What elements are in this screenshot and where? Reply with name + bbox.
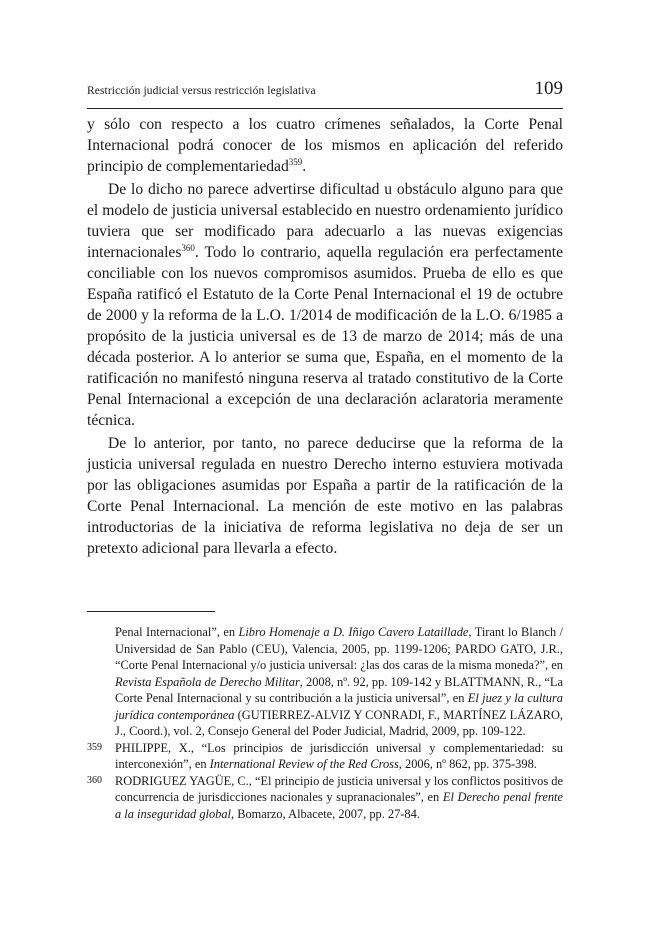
footnote-text: , Bomarzo, Albacete, 2007, pp. 27-84. [231,806,420,821]
paragraph-1 [87,114,563,177]
footnote-359-text [115,740,563,773]
footnote-text: RODRIGUEZ YAGÜE, C., “El principio de justicia universal y los conflictos positivos de concurrencia de jurisdicciones nacionales y supranacionales”, en [115,773,563,804]
paragraph-1-end: . [302,158,307,175]
footnotes [87,624,563,822]
running-header [87,78,563,109]
footnote-continuation [87,624,563,740]
footnote-number: 359 [87,741,102,753]
footnote-360 [87,773,563,823]
paragraph-3: De lo anterior, por tanto, no parece deducirse que la reforma de la justicia universal regulada en nuestro Derecho interno estuviera motivada por las obligaciones asumidas por España a partir de la ratificación de la Corte Penal Internacional. La mención de este motivo en las palabras introductorias de la iniciativa de reforma legislativa no deja de ser un pretexto adicional para llevarla a efecto. [87,435,563,557]
paragraph-2-text-b: . Todo lo contrario, aquella regulación era perfectamente conciliable con los nuevos compromisos asumidos. Prueba de ello es que España ratificó el Estatuto de la Corte Penal Internacional el 19 de octubre de 2000 y la reforma de la L.O. 1/2014 de modificación de la L.O. 6/1985 a propósito de la justicia universal es de 13 de marzo de 2014; más de una década posterior. A lo anterior se suma que, España, en el momento de la ratificación no manifestó ninguna reserva al tratado constitutivo de la Corte Penal Internacional a excepción de una declaración aclaratoria meramente técnica. [87,244,563,429]
footnote-text: (GUTIERREZ-ALVIZ Y CONRADI, F., MARTÍNEZ LÁZARO, J., Coord.), vol. 2, Consejo General del Poder Judicial, Madrid, 2009, pp. 109-122. [115,707,563,738]
footnote-ref-359[interactable]: 359 [288,157,303,167]
footnote-separator [87,611,215,612]
footnote-ref-360[interactable]: 360 [181,243,195,253]
page-number: 109 [534,78,563,99]
footnote-number: 360 [87,774,102,786]
footnote-360-text [115,773,563,823]
footnote-italic-title: El Derecho penal frente a la inseguridad global [115,790,563,821]
footnote-continuation-text [87,624,563,740]
footnote-italic-title: International Review of the Red Cross [209,757,399,771]
body-text [87,114,563,559]
footnote-italic-title: Revista Española de Derecho Militar [115,674,300,689]
paragraph-1-text: y sólo con respecto a los cuatro crímenes señalados, la Corte Penal Internacional podrá conocer de los mismos en aplicación del referido principio de complementariedad [87,116,563,175]
footnote-italic-title: El juez y la cultura jurídica contemporánea [115,691,564,722]
footnote-text: Penal Internacional”, en [115,625,239,639]
paragraph-2-text-a: De lo dicho no parece advertirse dificultad u obstáculo alguno para que el modelo de justicia universal establecido en nuestro ordenamiento jurídico tuviera que ser modificado para adecuarlo a las nuevas exigencias internacionales [87,181,563,261]
footnote-text: , 2006, nº 862, pp. 375-398. [398,757,537,771]
paragraph-2 [87,179,563,431]
footnote-text: PHILIPPE, X., “Los principios de jurisdicción universal y complementariedad: su interconexión”, en [115,740,563,771]
footnote-359 [87,740,563,773]
footnote-text: , Tirant lo Blanch / Universidad de San Pablo (CEU), Valencia, 2005, pp. 1199-1206; PARDO GATO, J.R., “Corte Penal Internacional y/o justicia universal: ¿las dos caras de la misma moneda?”, en [115,625,564,672]
footnote-text: , 2008, nº. 92, pp. 109-142 y BLATTMANN, R., “La Corte Penal Internacional y su contribución a la justicia universal”, en [115,674,563,705]
running-title: Restricción judicial versus restricción legislativa [87,85,316,97]
footnote-italic-title: Libro Homenaje a D. Iñigo Cavero Lataillade [238,625,469,639]
